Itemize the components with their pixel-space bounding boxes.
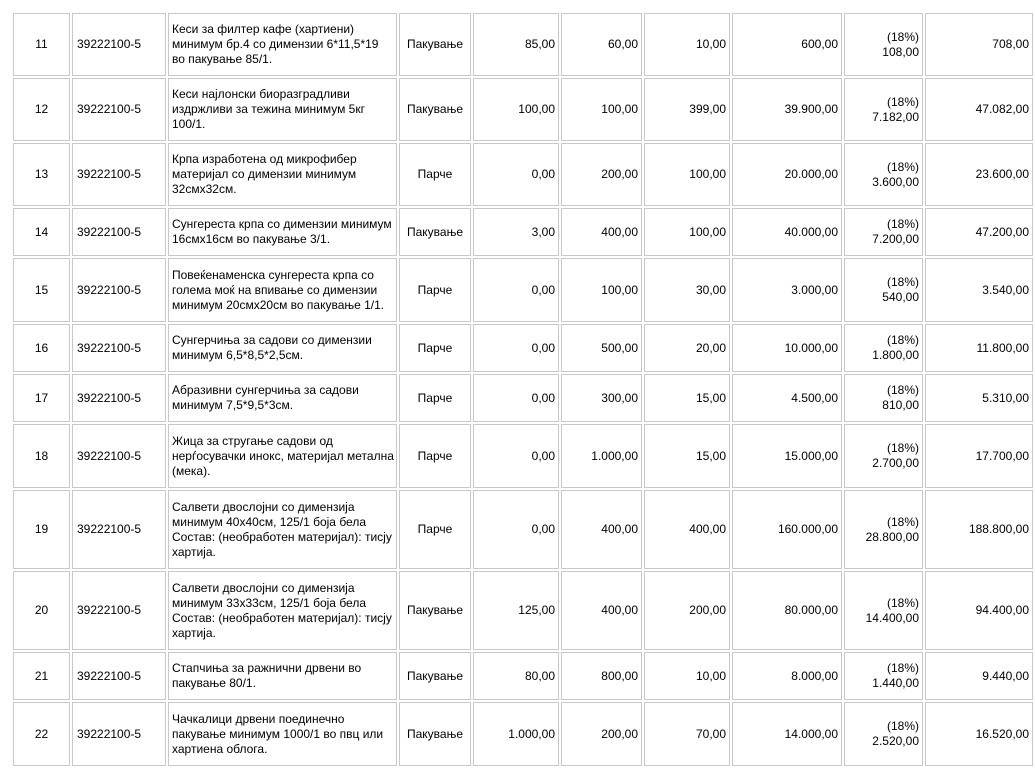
total-without-vat: 15.000,00: [732, 424, 842, 488]
item-description: Крпа изработена од микрофибер материјал со димензии минимум 32смx32см.: [168, 143, 397, 206]
row-number: 21: [13, 652, 70, 700]
row-number: 17: [13, 374, 70, 422]
total-with-vat: 3.540,00: [925, 258, 1033, 322]
table-row: [13, 78, 1033, 141]
items-table-body: [13, 13, 1033, 766]
unit-price: 100,00: [644, 208, 730, 256]
quantity-estimated: 500,00: [561, 324, 642, 372]
vat-rate: (18%): [886, 514, 919, 529]
table-row: [13, 374, 1033, 422]
unit-of-measure: Парче: [399, 324, 471, 372]
total-with-vat: 94.400,00: [925, 571, 1033, 650]
item-description: Салвети двослојни со димензија минимум 33x33см, 125/1 боја бела Состав: (необработен материјал): тисју хартија.: [168, 571, 397, 650]
table-row: [13, 208, 1033, 256]
quantity-value: 0,00: [473, 490, 559, 569]
table-row: [13, 702, 1033, 766]
unit-price: 15,00: [644, 374, 730, 422]
cpv-code: 39222100-5: [72, 324, 166, 372]
vat-cell: [844, 490, 923, 569]
total-without-vat: 80.000,00: [732, 571, 842, 650]
quantity-estimated: 100,00: [561, 78, 642, 141]
vat-amount: 14.400,00: [865, 610, 919, 625]
unit-of-measure: Пакување: [399, 13, 471, 76]
vat-rate: (18%): [886, 383, 919, 397]
vat-amount: 2.700,00: [872, 456, 919, 470]
unit-of-measure: Пакување: [399, 702, 471, 766]
vat-amount: 1.800,00: [872, 348, 919, 362]
item-description: Кеси за филтер кафе (хартиени) минимум бр.4 со димензии 6*11,5*19 во пакување 85/1.: [168, 13, 397, 76]
table-row: [13, 258, 1033, 322]
item-description: Жица за стругање садови од нерѓосувачки инокс, материјал метална (мека).: [168, 424, 397, 488]
item-description: Абразивни сунгерчиња за садови минимум 7,5*9,5*3см.: [168, 374, 397, 422]
cpv-code: 39222100-5: [72, 702, 166, 766]
table-row: [13, 324, 1033, 372]
vat-cell: [844, 324, 923, 372]
row-number: 20: [13, 571, 70, 650]
item-description: Сунгерчиња за садови со димензии минимум 6,5*8,5*2,5см.: [168, 324, 397, 372]
total-without-vat: 40.000,00: [732, 208, 842, 256]
item-description: Стапчиња за ражнични дрвени во пакување 80/1.: [168, 652, 397, 700]
total-without-vat: 14.000,00: [732, 702, 842, 766]
row-number: 12: [13, 78, 70, 141]
vat-cell: [844, 143, 923, 206]
items-table-wrapper: [13, 13, 1035, 768]
vat-amount: 28.800,00: [865, 529, 919, 544]
unit-of-measure: Пакување: [399, 78, 471, 141]
table-row: [13, 13, 1033, 76]
total-with-vat: 17.700,00: [925, 424, 1033, 488]
quantity-estimated: 400,00: [561, 571, 642, 650]
unit-of-measure: Пакување: [399, 652, 471, 700]
total-without-vat: 20.000,00: [732, 143, 842, 206]
vat-amount: 810,00: [882, 398, 919, 412]
quantity-estimated: 400,00: [561, 208, 642, 256]
row-number: 15: [13, 258, 70, 322]
vat-cell: [844, 258, 923, 322]
vat-amount: 7.182,00: [872, 109, 919, 124]
row-number: 16: [13, 324, 70, 372]
cpv-code: 39222100-5: [72, 571, 166, 650]
cpv-code: 39222100-5: [72, 424, 166, 488]
quantity-value: 0,00: [473, 143, 559, 206]
total-without-vat: 600,00: [732, 13, 842, 76]
item-description: Салвети двослојни со димензија минимум 40x40см, 125/1 боја бела Состав: (необработен материјал): тисју хартија.: [168, 490, 397, 569]
cpv-code: 39222100-5: [72, 490, 166, 569]
vat-rate: (18%): [886, 441, 919, 455]
cpv-code: 39222100-5: [72, 13, 166, 76]
quantity-value: 0,00: [473, 374, 559, 422]
unit-price: 10,00: [644, 13, 730, 76]
unit-price: 10,00: [644, 652, 730, 700]
table-row: [13, 652, 1033, 700]
vat-cell: [844, 374, 923, 422]
unit-of-measure: Парче: [399, 424, 471, 488]
quantity-value: 125,00: [473, 571, 559, 650]
vat-amount: 540,00: [882, 290, 919, 304]
cpv-code: 39222100-5: [72, 258, 166, 322]
total-without-vat: 10.000,00: [732, 324, 842, 372]
item-description: Чачкалици дрвени поединечно пакување минимум 1000/1 во пвц или хартиена облога.: [168, 702, 397, 766]
vat-cell: [844, 424, 923, 488]
quantity-value: 0,00: [473, 424, 559, 488]
vat-cell: [844, 13, 923, 76]
quantity-value: 100,00: [473, 78, 559, 141]
quantity-estimated: 300,00: [561, 374, 642, 422]
quantity-value: 3,00: [473, 208, 559, 256]
unit-price: 30,00: [644, 258, 730, 322]
item-description: Сунгереста крпа со димензии минимум 16смx16см во пакување 3/1.: [168, 208, 397, 256]
unit-price: 100,00: [644, 143, 730, 206]
total-without-vat: 160.000,00: [732, 490, 842, 569]
unit-of-measure: Парче: [399, 374, 471, 422]
vat-cell: [844, 571, 923, 650]
vat-cell: [844, 208, 923, 256]
total-with-vat: 47.082,00: [925, 78, 1033, 141]
cpv-code: 39222100-5: [72, 143, 166, 206]
row-number: 22: [13, 702, 70, 766]
vat-cell: [844, 652, 923, 700]
quantity-estimated: 400,00: [561, 490, 642, 569]
quantity-value: 1.000,00: [473, 702, 559, 766]
items-table: [11, 11, 1035, 768]
row-number: 13: [13, 143, 70, 206]
vat-amount: 1.440,00: [872, 676, 919, 690]
quantity-estimated: 200,00: [561, 702, 642, 766]
total-with-vat: 16.520,00: [925, 702, 1033, 766]
quantity-estimated: 60,00: [561, 13, 642, 76]
unit-of-measure: Парче: [399, 490, 471, 569]
unit-of-measure: Парче: [399, 143, 471, 206]
total-without-vat: 39.900,00: [732, 78, 842, 141]
unit-price: 15,00: [644, 424, 730, 488]
unit-of-measure: Пакување: [399, 208, 471, 256]
vat-rate: (18%): [886, 275, 919, 289]
vat-amount: 7.200,00: [872, 232, 919, 246]
total-with-vat: 188.800,00: [925, 490, 1033, 569]
table-row: [13, 571, 1033, 650]
cpv-code: 39222100-5: [72, 652, 166, 700]
vat-amount: 3.600,00: [872, 174, 919, 189]
unit-of-measure: Парче: [399, 258, 471, 322]
vat-rate: (18%): [886, 159, 919, 174]
unit-of-measure: Пакување: [399, 571, 471, 650]
vat-rate: (18%): [886, 719, 919, 733]
total-without-vat: 3.000,00: [732, 258, 842, 322]
vat-rate: (18%): [886, 29, 919, 44]
quantity-estimated: 1.000,00: [561, 424, 642, 488]
unit-price: 20,00: [644, 324, 730, 372]
vat-cell: [844, 78, 923, 141]
row-number: 19: [13, 490, 70, 569]
vat-cell: [844, 702, 923, 766]
table-row: [13, 490, 1033, 569]
quantity-value: 0,00: [473, 258, 559, 322]
cpv-code: 39222100-5: [72, 78, 166, 141]
vat-rate: (18%): [886, 94, 919, 109]
item-description: Кеси најлонски биоразградливи издржливи за тежина минимум 5кг 100/1.: [168, 78, 397, 141]
total-with-vat: 9.440,00: [925, 652, 1033, 700]
vat-amount: 2.520,00: [872, 734, 919, 748]
quantity-value: 0,00: [473, 324, 559, 372]
quantity-value: 80,00: [473, 652, 559, 700]
quantity-estimated: 100,00: [561, 258, 642, 322]
table-row: [13, 424, 1033, 488]
quantity-estimated: 200,00: [561, 143, 642, 206]
item-description: Повеќенаменска сунгереста крпа со голема моќ на впивање со димензии минимум 20смx20см во пакување 1/1.: [168, 258, 397, 322]
row-number: 14: [13, 208, 70, 256]
unit-price: 70,00: [644, 702, 730, 766]
table-row: [13, 143, 1033, 206]
total-without-vat: 4.500,00: [732, 374, 842, 422]
total-with-vat: 11.800,00: [925, 324, 1033, 372]
cpv-code: 39222100-5: [72, 208, 166, 256]
quantity-estimated: 800,00: [561, 652, 642, 700]
vat-rate: (18%): [886, 333, 919, 347]
unit-price: 200,00: [644, 571, 730, 650]
row-number: 11: [13, 13, 70, 76]
vat-amount: 108,00: [882, 44, 919, 59]
vat-rate: (18%): [886, 661, 919, 675]
total-with-vat: 5.310,00: [925, 374, 1033, 422]
vat-rate: (18%): [886, 595, 919, 610]
total-with-vat: 23.600,00: [925, 143, 1033, 206]
cpv-code: 39222100-5: [72, 374, 166, 422]
total-with-vat: 47.200,00: [925, 208, 1033, 256]
vat-rate: (18%): [886, 217, 919, 231]
unit-price: 400,00: [644, 490, 730, 569]
total-with-vat: 708,00: [925, 13, 1033, 76]
total-without-vat: 8.000,00: [732, 652, 842, 700]
row-number: 18: [13, 424, 70, 488]
quantity-value: 85,00: [473, 13, 559, 76]
unit-price: 399,00: [644, 78, 730, 141]
